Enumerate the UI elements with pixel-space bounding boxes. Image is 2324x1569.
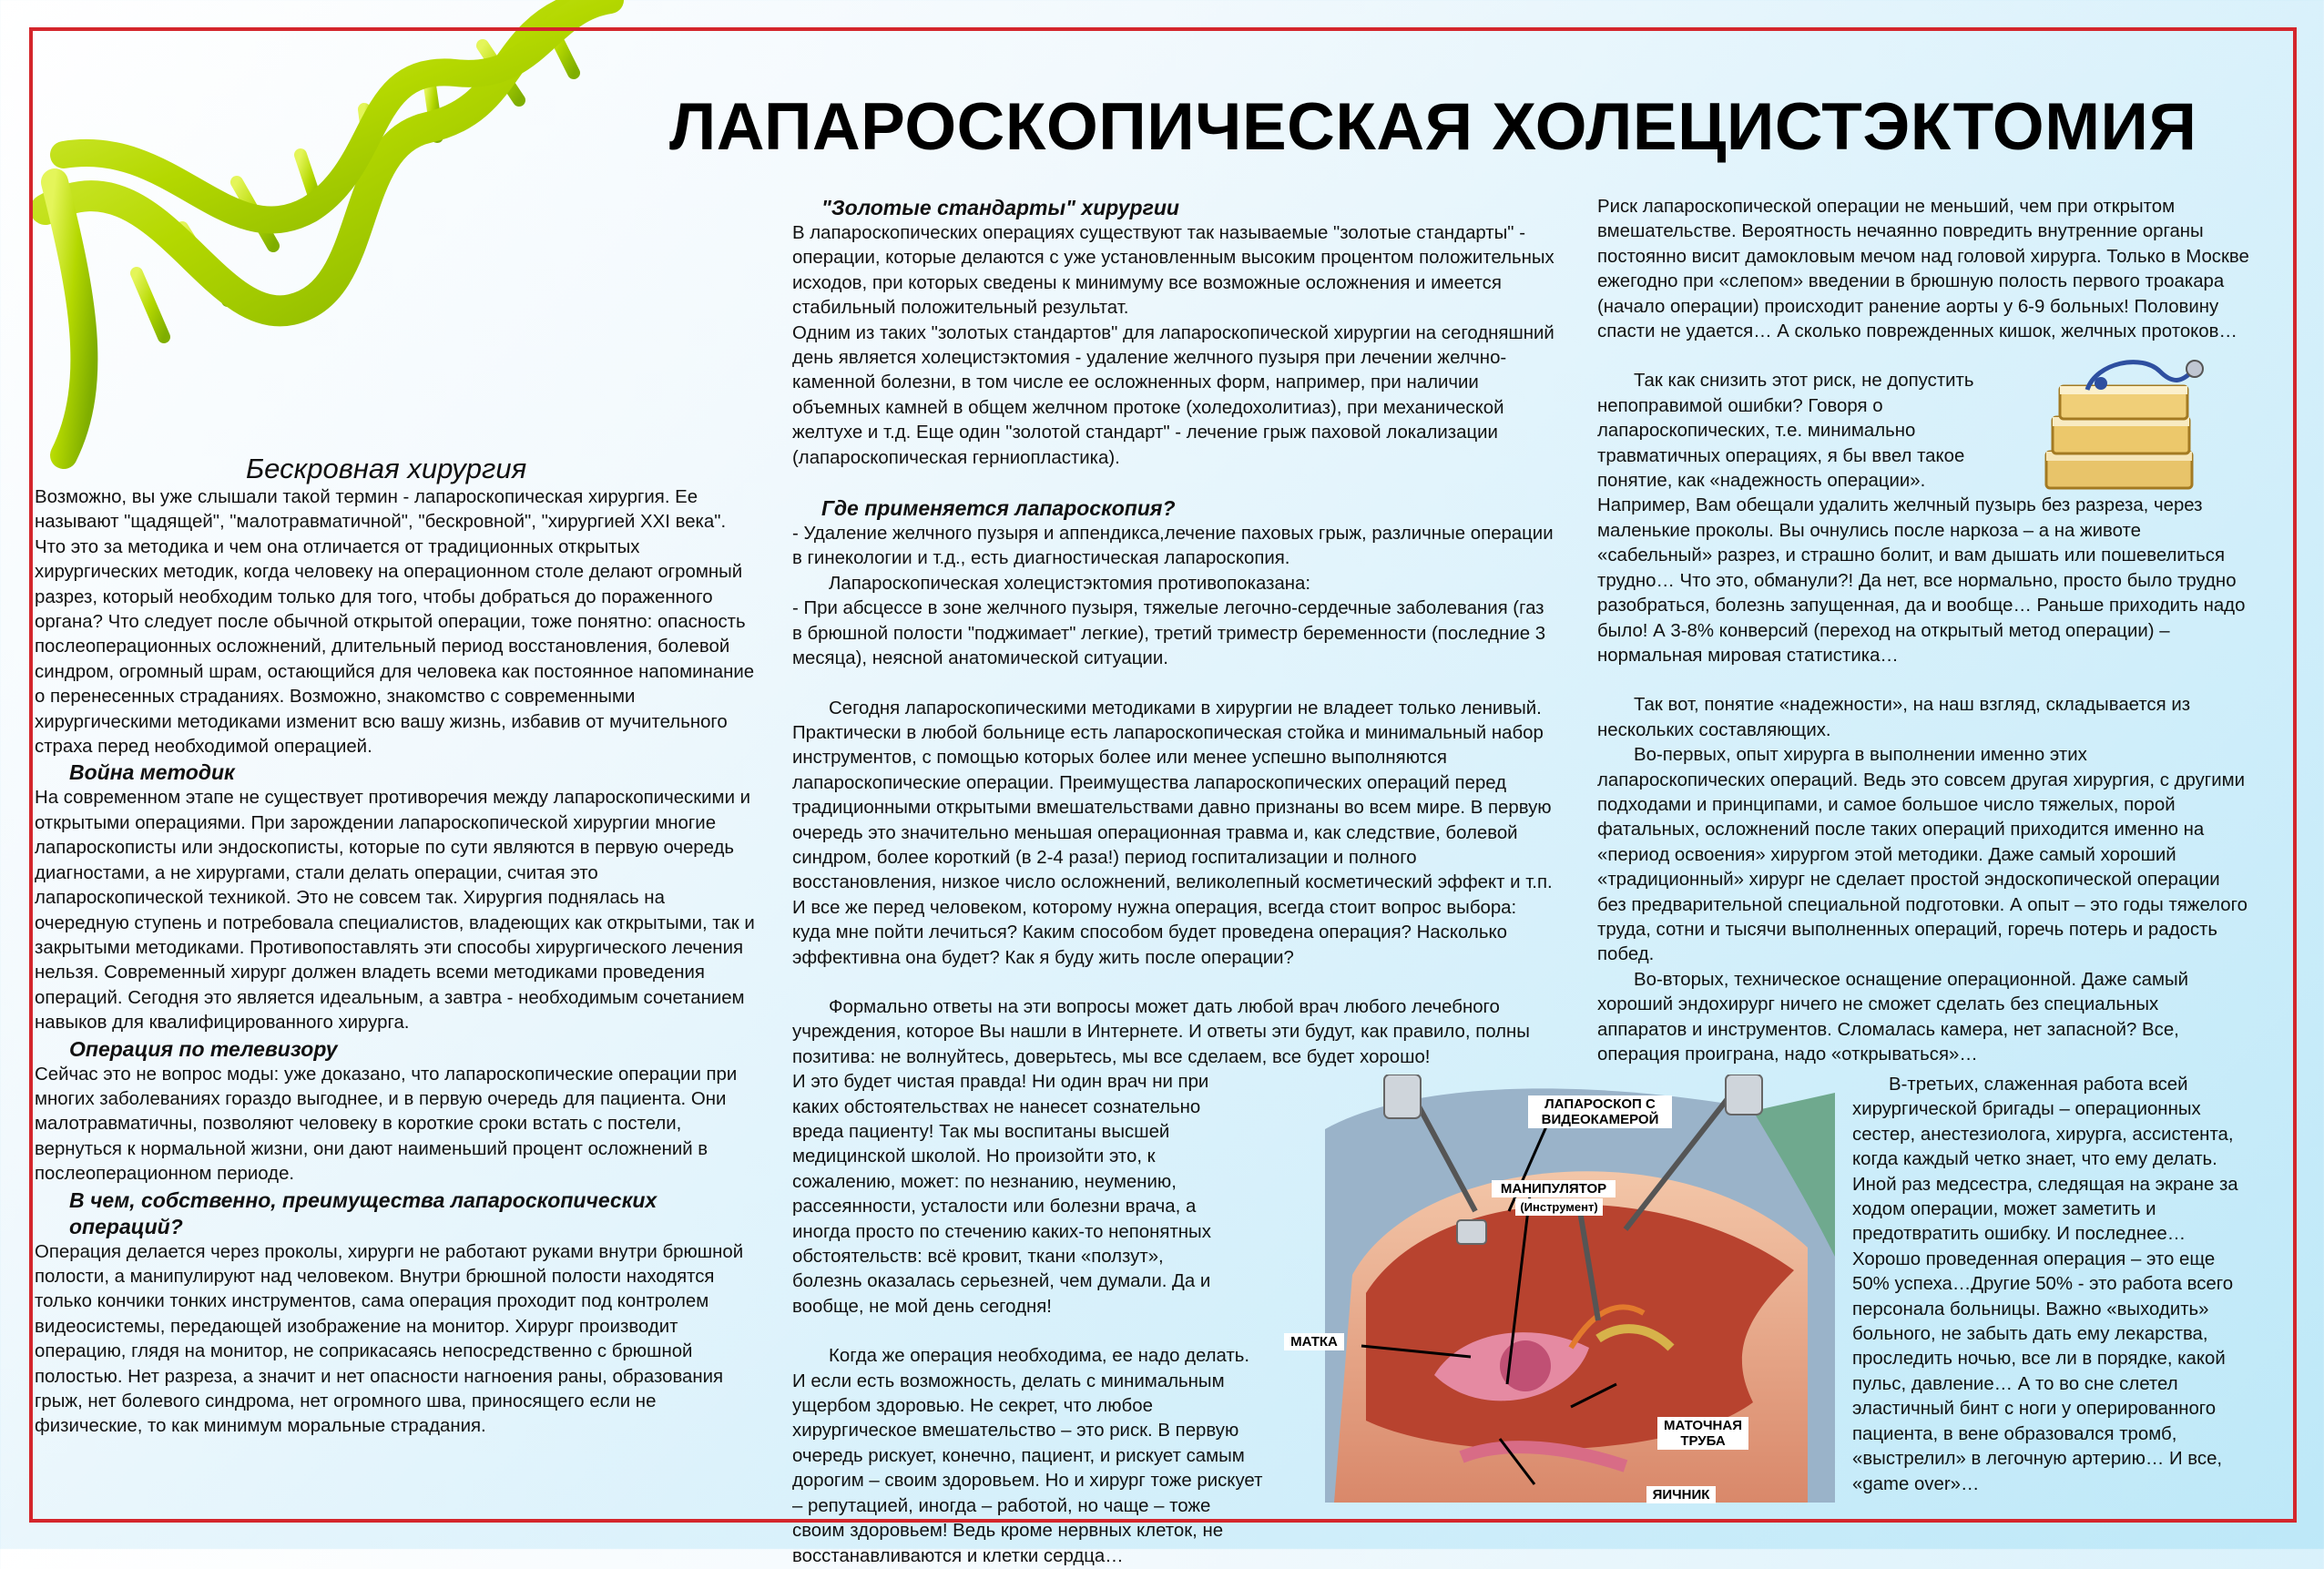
- paragraph: Операция делается через проколы, хирурги не работают руками внутри брюшной полости, а манипулируют над человеком. Внутри брюшной полости находятся только кончики тонких инструментов, сама операция проходит под контролем видеосистемы, передающей изображение на монитор. Хирург производит операцию, глядя на монитор, не соприкасаясь непосредственно с брюшной полостью. Нет разреза, а значит и нет опасности нагноения раны, образования грыж, нет болевого синдрома, нет огромного шва, приносящего если не физические, то как минимум моральные страдания.: [35, 1241, 744, 1437]
- paragraph: Когда же операция необходима, ее надо делать. И если есть возможность, делать с минимальным ущербом здоровью. Не секрет, что любое хирургическое вмешательство – это риск. В первую очередь рискует, конечно, пациент, и рискует самым дорогим – своим здоровьем. Но и хирург тоже рискует – репутацией, иногда – работой, но чаще – тоже своим здоровьем! Ведь кроме нервных клеток, не восстанавливаются и клетки сердца…: [792, 1346, 1263, 1566]
- label-laparoscope: ЛАПАРОСКОП С ВИДЕОКАМЕРОЙ: [1528, 1095, 1672, 1128]
- label-fallopian-tube: МАТОЧНАЯ ТРУБА: [1657, 1417, 1748, 1450]
- heading-gold-standards: "Золотые стандарты" хирургии: [821, 196, 1179, 219]
- column-left: [35, 453, 759, 1440]
- paragraph: Одним из таких "золотых стандартов" для лапароскопической хирургии на сегодняшний день является холецистэктомия - удаление желчного пузыря при лечении желчно-каменной болезни, в том числе ее осложненных форм, например, при наличии объемных камней в общем желчном протоке (холедохолитиаз), при механической желтухе и т.д. Еще один "золотой стандарт" - лечение грыж паховой локализации (лапароскопическая герниопластика).: [792, 322, 1554, 468]
- paragraph: Так как снизить этот риск, не допустить непоправимой ошибки? Говоря о лапароскопических, т.е. минимально травматичных операциях, я бы ввел такое понятие, как «надежность операции».: [1597, 371, 1974, 492]
- laparoscopy-illustration: [1298, 1075, 1844, 1503]
- heading-bloodless-surgery: Бескровная хирургия: [246, 453, 527, 484]
- paragraph: Формально ответы на эти вопросы может дать любой врач любого лечебного учреждения, которое Вы нашли в Интернете. И ответы эти будут, как правило, полны позитива: не волнуйтесь, доверьтесь, мы все сделаем, все будет хорошо!: [792, 996, 1530, 1067]
- paragraph: В-третьих, слаженная работа всей хирургической бригады – операционных сестер, анестезиолога, хирурга, ассистента, когда каждый четко знает, что ему делать. Иной раз медсестра, следящая на экране за ходом операции, может заметить и предотвратить ошибку. И последнее… Хорошо проведенная операция – это еще 50% успеха…Другие 50% - это работа всего персонала больницы. Важно «выходить» больного, не забыть дать ему лекарства, проследить ночью, все ли в порядке, какой пульс, давление… А то во сне слетел эластичный бинт с ноги у оперированного пациента, в вене образовался тромб, «выстрелил» в легочную артерию… И все, «game over»…: [1852, 1075, 2238, 1494]
- paragraph: - Удаление желчного пузыря и аппендикса,лечение паховых грыж, различные операции в гинекологии и т.д., есть диагностическая лапароскопия.: [792, 524, 1554, 569]
- paragraph: Сейчас это не вопрос моды: уже доказано, что лапароскопические операции при многих заболеваниях гораздо выгоднее, и в первую очередь для пациента. Они малотравматичны, позволяют человеку в короткие сроки встать с постели, вернуться к нормальной жизни, они дают наименьший процент осложнений в послеоперационном периоде.: [35, 1064, 738, 1185]
- label-ovary: ЯИЧНИК: [1646, 1486, 1716, 1503]
- heading-tv-operation: Операция по телевизору: [69, 1036, 338, 1061]
- paragraph: Возможно, вы уже слышали такой термин - лапароскопическая хирургия. Ее называют "щадящей", "малотравматичной", "бескровной", "хирургией XXI века". Что это за методика и чем она отличается от традиционных открытых хирургических методик, когда человеку на операционном столе делают огромный разрез, который необходим только для того, чтобы добраться до пораженного органа? Что следует после обычной открытой операции, тоже понятно: опасность послеоперационных осложнений, длительный период восстановления, болевой синдром, огромный шрам, остающийся для человека как постоянное напоминание о перенесенных страданиях. Возможно, знакомство с современными хирургическими методиками изменит всю вашу жизнь, избавив от мучительного страха перед необходимой операцией.: [35, 487, 755, 758]
- heading-advantages: В чем, собственно, преимущества лапароскопических операций?: [69, 1187, 657, 1238]
- paragraph: Во-вторых, техническое оснащение операционной. Даже самый хороший эндохирург ничего не сможет сделать без специальных аппаратов и инструментов. Сломалась камера, нет запасной? Все, операция проиграна, надо «открываться»…: [1597, 969, 2189, 1065]
- paragraph: - При абсцессе в зоне желчного пузыря, тяжелые легочно-сердечные заболевания (газ в брюшной полости "поджимает" легкие), третий триместр беременности (последние 3 месяца), неясной анатомической ситуации.: [792, 598, 1546, 669]
- books-stethoscope-image: [2033, 353, 2206, 499]
- paragraph: И это будет чистая правда! Ни один врач ни при каких обстоятельствах не нанесет сознательно вреда пациенту! Так мы воспитаны высшей медицинской школой. Но произойти это, к сожалению, может: по незнанию, неумению, рассеянности, усталости или болезни врача, а иногда просто по стечению каких-то непонятных обстоятельств: всё кровит, ткани «ползут», болезнь оказалась серьезней, чем думали. Да и вообще, не мой день сегодня!: [792, 1072, 1211, 1317]
- page-title: ЛАПАРОСКОПИЧЕСКАЯ ХОЛЕЦИСТЭКТОМИЯ: [669, 90, 2197, 164]
- paragraph: В лапароскопических операциях существуют так называемые "золотые стандарты" - операции, которые делаются с уже установленным высоким процентом положительных исходов, при которых сведены к минимуму все возможные осложнения и имеется стабильный положительный результат.: [792, 223, 1554, 319]
- column-right-lower: [1852, 1073, 2253, 1497]
- paragraph: На современном этапе не существует противоречия между лапароскопическими и открытыми операциями. При зарождении лапароскопической хирургии многие лапароскописты или эндоскописты, которые по сути являются в первую очередь диагностами, а не хирургами, стали делать операции, считая это лапароскопической техникой. Это не совсем так. Хирургия поднялась на очередную ступень и потребовала специалистов, владеющих как открытыми, так и закрытыми методиками. Противопоставлять эти способы хирургического лечения нельзя. Современный хирург должен владеть всеми методиками проведения операций. Сегодня это является идеальным, а завтра - необходимым сочетанием навыков для квалифицированного хирурга.: [35, 788, 755, 1034]
- label-manipulator-sub: (Инструмент): [1515, 1198, 1603, 1216]
- paragraph: Лапароскопическая холецистэктомия противопоказана:: [829, 573, 1311, 594]
- paragraph: Так вот, понятие «надежности», на наш взгляд, складывается из нескольких составляющих.: [1597, 695, 2191, 740]
- label-manipulator: МАНИПУЛЯТОР: [1492, 1180, 1616, 1197]
- paragraph: Сегодня лапароскопическими методиками в хирургии не владеет только ленивый. Практически в любой больнице есть лапароскопическая стойка и минимальный набор инструментов, с помощью которых более или менее успешно выполняются лапароскопические операции. Преимущества лапароскопических операций перед традиционными открытыми вмешательствами давно признаны во всем мире. В первую очередь это значительно меньшая операционная травма и, как следствие, болевой синдром, более короткий (в 2-4 раза!) период госпитализации и полного восстановления, низкое число осложнений, великолепный косметический эффект и т.п. И все же перед человеком, которому нужна операция, всегда стоит вопрос выбора: куда мне пойти лечиться? Каким способом будет проведена операция? Насколько эффективна она будет? Как я буду жить после операции?: [792, 698, 1553, 968]
- heading-where-applied: Где применяется лапароскопия?: [821, 496, 1176, 521]
- column-right: [1597, 195, 2253, 1067]
- paragraph: Риск лапароскопической операции не меньший, чем при открытом вмешательстве. Вероятность нечаянно повредить внутренние органы постоянно висит дамокловым мечом над головой хирурга. Только в Москве ежегодно при «слепом» введении в брюшную полость первого троакара (начало операции) происходит ранение аорты у 6-9 больных! Половину спасти не удается… А сколько поврежденных кишок, желчных протоков…: [1597, 197, 2249, 342]
- heading-war-of-methods: Война методик: [69, 760, 235, 785]
- paragraph: Во-первых, опыт хирурга в выполнении именно этих лапароскопических операций. Ведь это совсем другая хирургия, с другими подходами и принципами, и самое большое число тяжелых, порой фатальных, осложнений после таких операций приходится именно на «период освоения» хирургом этой методики. Даже самый хороший «традиционный» хирург не сделает простой эндоскопической операции без предварительной специальной подготовки. А опыт – это годы тяжелого труда, сотни и тысячи выполненных операций, горечь потерь и радость побед.: [1597, 745, 2248, 965]
- label-uterus: МАТКА: [1284, 1333, 1344, 1350]
- paragraph: Например, Вам обещали удалить желчный пузырь без разреза, через маленькие проколы. Вы очнулись после наркоза – а на животе «сабельный» разрез, и страшно болит, и вам дышать или пошевелиться трудно… Что это, обманули?! Да нет, все нормально, просто было трудно разобраться, болезнь запущенная, да и вообще… Раньше приходить надо было! А 3-8% конверсий (переход на открытый метод операции) – нормальная мировая статистика…: [1597, 495, 2246, 666]
